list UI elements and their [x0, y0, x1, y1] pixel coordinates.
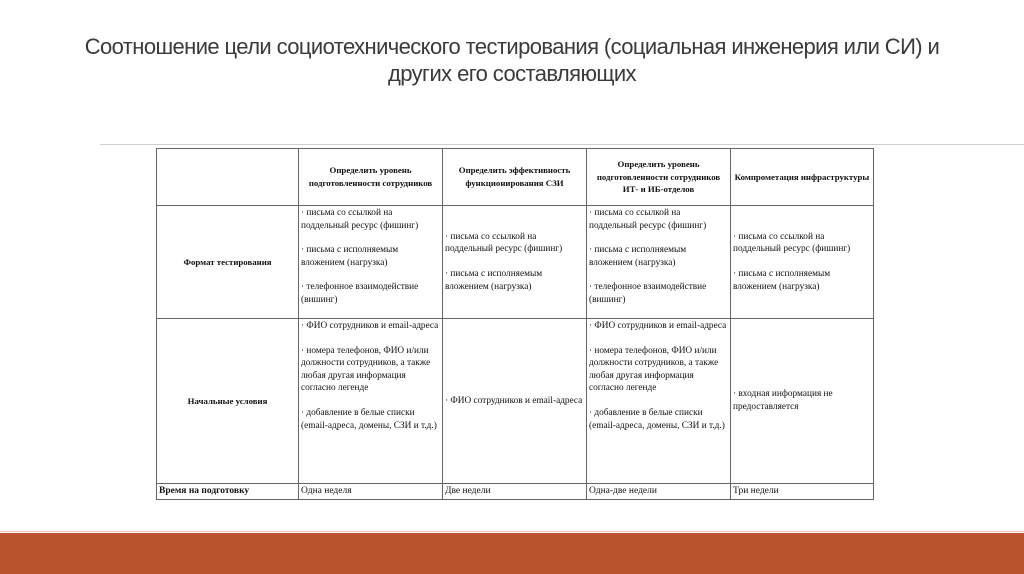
table-cell: · письма со ссылкой на поддельный ресурс (фишинг) · письма с исполняемым вложением (нагрузка) — [731, 206, 874, 319]
table-cell: · письма со ссылкой на поддельный ресурс (фишинг) · письма с исполняемым вложением (нагрузка) · телефонное взаимодействие (вишинг) — [299, 206, 443, 319]
footer-accent-line — [0, 531, 1024, 532]
table-cell: Две недели — [443, 484, 587, 500]
header-szi-effectiveness: Определить эффективность функционирования СЗИ — [443, 149, 587, 206]
table-header-row — [157, 149, 874, 206]
table-cell: Три недели — [731, 484, 874, 500]
table-cell: · ФИО сотрудников и email-адреса — [443, 319, 587, 484]
comparison-table — [156, 148, 874, 500]
header-infrastructure-compromise: Компрометация инфраструктуры — [731, 149, 874, 206]
table-cell: · письма со ссылкой на поддельный ресурс (фишинг) · письма с исполняемым вложением (нагрузка) · телефонное взаимодействие (вишинг) — [587, 206, 731, 319]
table-cell: Одна-две недели — [587, 484, 731, 500]
table-cell: · ФИО сотрудников и email-адреса · номера телефонов, ФИО и/или должности сотрудников, а также любая другая информация согласно легенде · добавление в белые списки (email-адреса, домены, СЗИ и т.д.) — [587, 319, 731, 484]
table-row-format — [157, 206, 874, 319]
slide-title: Соотношение цели социотехнического тестирования (социальная инженерия или СИ) и других его составляющих — [84, 34, 940, 86]
header-employees-readiness: Определить уровень подготовленности сотрудников — [299, 149, 443, 206]
header-corner — [157, 149, 299, 206]
row-label-prep-time: Время на подготовку — [157, 484, 299, 500]
row-label-format: Формат тестирования — [157, 206, 299, 319]
table-row-initial-conditions — [157, 319, 874, 484]
row-label-initial-conditions: Начальные условия — [157, 319, 299, 484]
footer-bar — [0, 533, 1024, 574]
header-it-ib-readiness: Определить уровень подготовленности сотрудников ИТ- и ИБ-отделов — [587, 149, 731, 206]
table-cell: · входная информация не предоставляется — [731, 319, 874, 484]
title-divider — [100, 144, 1024, 145]
table-cell: · письма со ссылкой на поддельный ресурс (фишинг) · письма с исполняемым вложением (нагрузка) — [443, 206, 587, 319]
table-cell: · ФИО сотрудников и email-адреса · номера телефонов, ФИО и/или должности сотрудников, а также любая другая информация согласно легенде · добавление в белые списки (email-адреса, домены, СЗИ и т.д.) — [299, 319, 443, 484]
table-cell: Одна неделя — [299, 484, 443, 500]
table-row-prep-time — [157, 484, 874, 500]
